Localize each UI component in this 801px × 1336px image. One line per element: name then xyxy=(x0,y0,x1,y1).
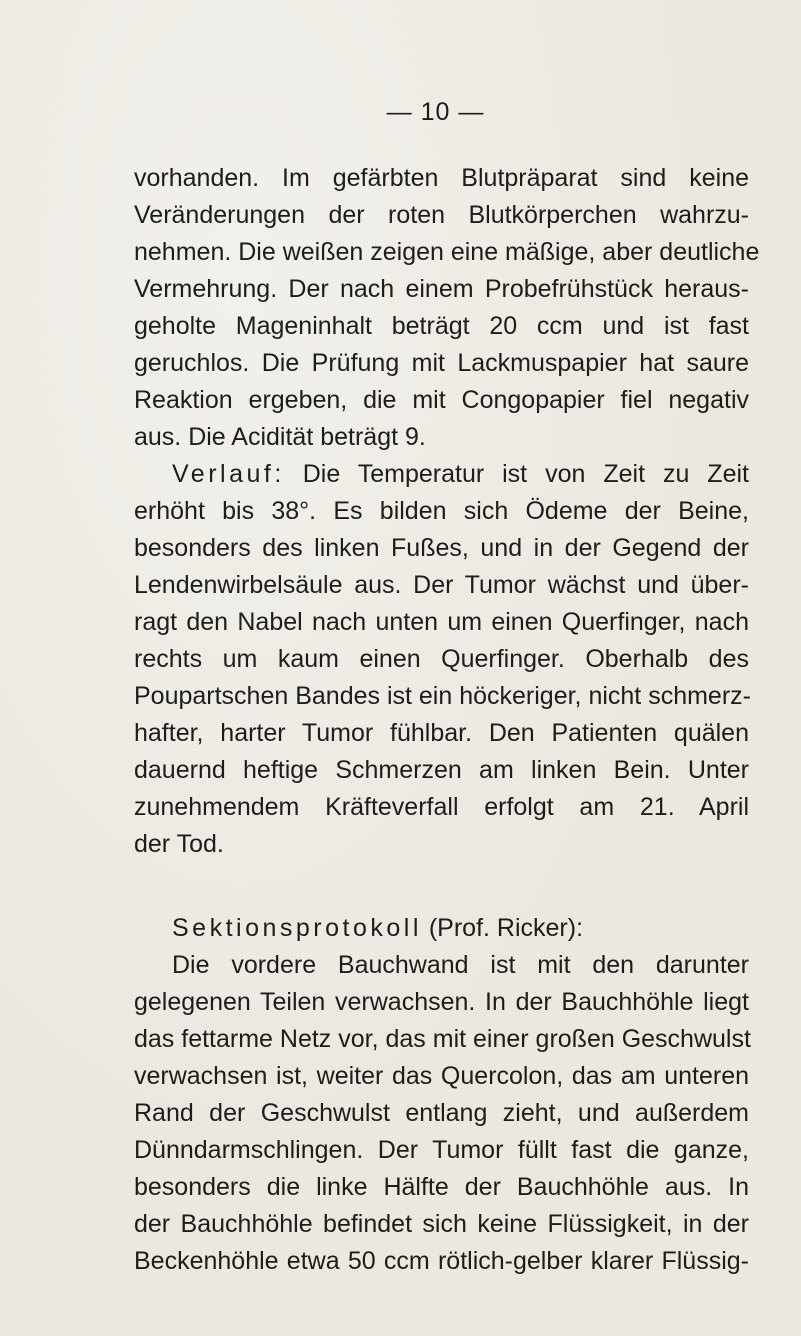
text-line: hafter, harter Tumor fühlbar. Den Patienten quälen xyxy=(134,719,749,747)
text-line: geholte Mageninhalt beträgt 20 ccm und ist fast xyxy=(134,312,749,340)
text-line: Rand der Geschwulst entlang zieht, und außerdem xyxy=(134,1099,749,1127)
text-line: Beckenhöhle etwa 50 ccm rötlich-gelber klarer Flüssig- xyxy=(134,1247,749,1275)
text-line: Vermehrung. Der nach einem Probefrühstück heraus- xyxy=(134,275,749,303)
paragraph-autopsy xyxy=(134,947,749,1280)
text-line: dauernd heftige Schmerzen am linken Bein. Unter xyxy=(134,756,749,784)
section-heading: Sektionsprotokoll xyxy=(172,914,422,942)
text-line: ragt den Nabel nach unten um einen Querfinger, nach xyxy=(134,608,749,636)
text-line: Veränderungen der roten Blutkörperchen wahrzu- xyxy=(134,201,749,229)
text-line: nehmen. Die weißen zeigen eine mäßige, aber deutliche xyxy=(134,238,760,266)
text-line: geruchlos. Die Prüfung mit Lackmuspapier hat saure xyxy=(134,349,749,377)
text-line: das fettarme Netz vor, das mit einer großen Geschwulst xyxy=(134,1025,751,1053)
text-line: Reaktion ergeben, die mit Congopapier fiel negativ xyxy=(134,386,749,414)
text-line: verwachsen ist, weiter das Quercolon, das am unteren xyxy=(134,1062,749,1090)
text-line: zunehmendem Kräfteverfall erfolgt am 21. April xyxy=(134,793,749,821)
paragraph-course xyxy=(134,456,749,863)
text-line: Poupartschen Bandes ist ein höckeriger, nicht schmerz- xyxy=(134,682,751,710)
page-number: — 10 — xyxy=(386,98,485,126)
paragraph-findings xyxy=(134,160,760,456)
text-line: gelegenen Teilen verwachsen. In der Bauchhöhle liegt xyxy=(134,988,749,1016)
text-line: Lendenwirbelsäule aus. Der Tumor wächst und über- xyxy=(134,571,749,599)
text-line: Die vordere Bauchwand ist mit den darunter xyxy=(172,951,749,979)
text-line: Dünndarmschlingen. Der Tumor füllt fast die ganze, xyxy=(134,1136,749,1164)
course-heading: Verlauf: xyxy=(172,460,285,488)
text-line: besonders die linke Hälfte der Bauchhöhle aus. In xyxy=(134,1173,749,1201)
section-heading-rest: (Prof. Ricker): xyxy=(428,914,584,942)
text-line: vorhanden. Im gefärbten Blutpräparat sind keine xyxy=(134,164,749,192)
text-line: der Tod. xyxy=(134,830,224,858)
text-line: besonders des linken Fußes, und in der Gegend der xyxy=(134,534,749,562)
course-first-line: Die Temperatur ist von Zeit zu Zeit xyxy=(302,460,749,488)
text-line: erhöht bis 38°. Es bilden sich Ödeme der Beine, xyxy=(134,497,749,525)
text-line xyxy=(134,456,749,493)
section-heading-line xyxy=(134,910,749,947)
text-line: rechts um kaum einen Querfinger. Oberhalb des xyxy=(134,645,749,673)
text-line: aus. Die Acidität beträgt 9. xyxy=(134,423,426,451)
section-gap xyxy=(134,863,749,910)
text-line: der Bauchhöhle befindet sich keine Flüssigkeit, in der xyxy=(134,1210,749,1238)
body-text xyxy=(134,160,760,1280)
text-line xyxy=(134,910,749,947)
